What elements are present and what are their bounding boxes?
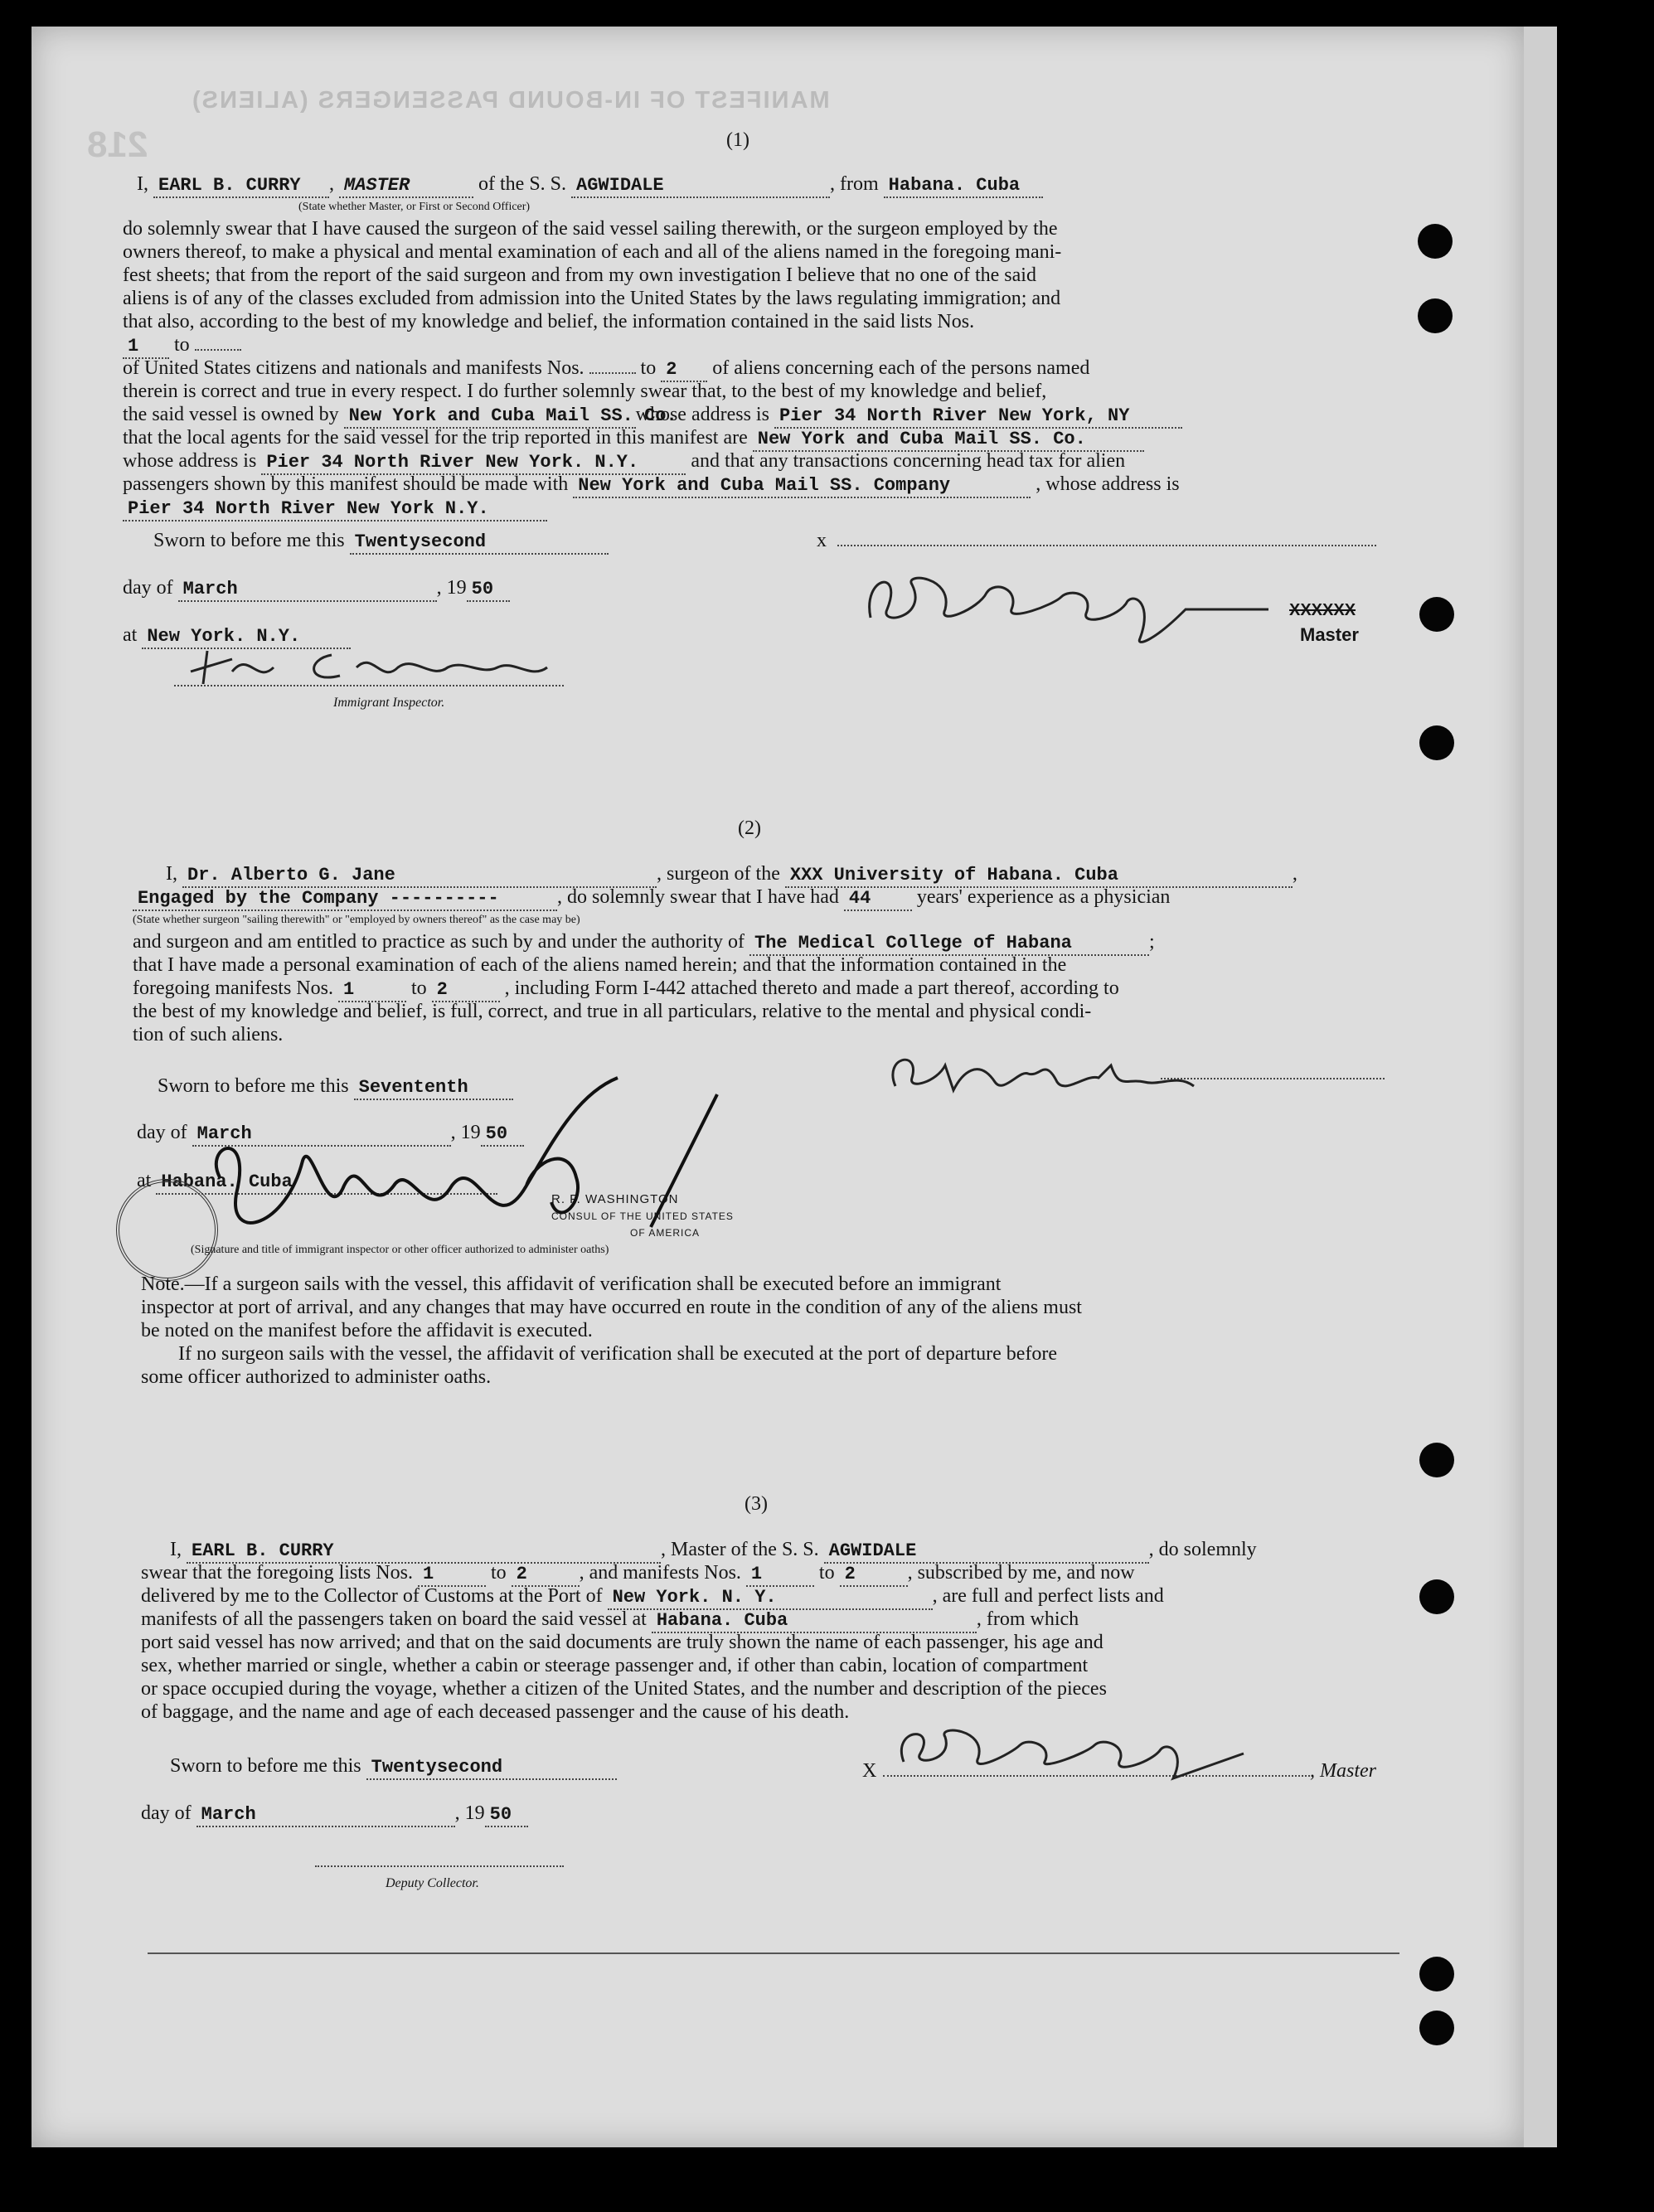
- collector-caption: Deputy Collector.: [386, 1876, 479, 1890]
- s3-line: sex, whether married or single, whether a cabin or steerage passenger and, if other than cabin, location of compartment: [141, 1655, 1089, 1676]
- note-line: Note.—If a surgeon sails with the vessel, this affidavit of verification shall be executed before an immigrant: [141, 1273, 1002, 1295]
- s2-sworn-day: Sevententh: [354, 1077, 513, 1100]
- s1-line: the said vessel is owned by New York and Cuba Mail SS. Co.whose address is Pier 34 North River New York, NY: [123, 403, 1182, 429]
- s1-line: fest sheets; that from the report of the said surgeon and from my own investigation I believe that no one of the said: [123, 264, 1036, 286]
- sworn-month: March: [178, 579, 437, 602]
- engaged-by: Engaged by the Company ----------: [133, 888, 557, 911]
- s3-list-to: 2: [512, 1564, 580, 1587]
- s2-line-1: I, Dr. Alberto G. Jane , surgeon of the XXX University of Habana. Cuba ,: [166, 862, 1297, 888]
- s3-master-name: EARL B. CURRY: [187, 1540, 661, 1564]
- s2-sworn-line: Sworn to before me this Sevententh: [158, 1074, 513, 1100]
- s1-line: owners thereof, to make a physical and mental examination of each and all of the aliens named in the foregoing mani-: [123, 241, 1062, 263]
- consul-country: OF AMERICA: [630, 1227, 701, 1239]
- surgeon-signature: [879, 1041, 1210, 1107]
- s3-day-of-line: day of March , 19 50: [141, 1802, 528, 1827]
- officer-rank: MASTER: [339, 175, 473, 198]
- section-number: (1): [726, 129, 749, 151]
- tax-payee-address: Pier 34 North River New York N.Y.: [123, 498, 547, 521]
- s3-man-from: 1: [746, 1564, 814, 1587]
- authority: The Medical College of Habana: [749, 933, 1149, 956]
- s1-line: aliens is of any of the classes excluded from admission into the United States by the laws regulating immigration; and: [123, 288, 1061, 309]
- punch-hole: [1419, 1579, 1454, 1614]
- punch-hole: [1419, 1443, 1454, 1477]
- tax-payee: New York and Cuba Mail SS. Company: [573, 475, 1031, 498]
- consul-name: R. F. WASHINGTON: [551, 1192, 679, 1206]
- departure-port: Habana. Cuba: [884, 175, 1043, 198]
- s2-line: the best of my knowledge and belief, is full, correct, and true in all particulars, relative to the mental and physical condi-: [133, 1001, 1092, 1022]
- s3-from-port: Habana. Cuba: [652, 1610, 977, 1633]
- inspector-line: [174, 685, 564, 686]
- s3-signature-x: X: [862, 1760, 877, 1782]
- s2-at-line: at Habana. Cuba: [137, 1169, 497, 1195]
- section-number: (2): [738, 817, 761, 839]
- s3-port: New York. N. Y.: [608, 1587, 933, 1610]
- s3-vessel: AGWIDALE: [824, 1540, 1149, 1564]
- punch-hole: [1419, 725, 1454, 760]
- s2-line: foregoing manifests Nos. 1 to 2 , including Form I-442 attached thereto and made a part thereof, according to: [133, 977, 1119, 1002]
- at-line: at New York. N.Y.: [123, 623, 351, 649]
- manifest-from: [589, 372, 636, 374]
- section-number: (3): [745, 1493, 768, 1515]
- s2-list-to: 2: [432, 979, 500, 1002]
- note-line: inspector at port of arrival, and any changes that may have occurred en route in the condition of any of the aliens must: [141, 1297, 1082, 1318]
- s3-month: March: [196, 1804, 455, 1827]
- s1-line: that the local agents for the said vessel for the trip reported in this manifest are New York and Cuba Mail SS. Co.: [123, 426, 1144, 452]
- master-signature: [854, 560, 1285, 651]
- engaged-caption: (State whether surgeon "sailing therewith" or "employed by owners thereof" as the case may be): [133, 914, 580, 926]
- s2-place: Habana. Cuba: [156, 1171, 497, 1195]
- s3-sworn-day: Twentysecond: [366, 1757, 617, 1780]
- note-line: be noted on the manifest before the affidavit is executed.: [141, 1320, 593, 1341]
- surgeon-name: Dr. Alberto G. Jane: [182, 865, 657, 888]
- s3-list-from: 1: [418, 1564, 486, 1587]
- s3-line: or space occupied during the voyage, whether a citizen of the United States, and the number and description of the pieces: [141, 1678, 1107, 1700]
- s3-master-title: , Master: [1310, 1760, 1376, 1782]
- s3-man-to: 2: [840, 1564, 908, 1587]
- signature-line: [837, 545, 1376, 546]
- sworn-year: 50: [467, 579, 510, 602]
- s3-line: delivered by me to the Collector of Customs at the Port of New York. N. Y. , are full and perfect lists and: [141, 1584, 1164, 1610]
- inspector-caption: Immigrant Inspector.: [333, 696, 445, 710]
- punch-hole: [1418, 224, 1453, 259]
- s3-line: manifests of all the passengers taken on board the said vessel at Habana. Cuba , from which: [141, 1608, 1079, 1633]
- s2-day-of-line: day of March , 19 50: [137, 1121, 524, 1147]
- note-line: If no surgeon sails with the vessel, the affidavit of verification shall be executed at the port of departure before: [178, 1343, 1058, 1365]
- s1-line-1: I, EARL B. CURRY , MASTER of the S. S. AGWIDALE , from Habana. Cuba: [137, 172, 1385, 198]
- s2-line-2: Engaged by the Company ---------- , do solemnly swear that I have had 44 years' experience as a physician: [133, 885, 1170, 911]
- s1-line: [123, 496, 547, 521]
- s3-line: of baggage, and the name and age of each deceased passenger and the cause of his death.: [141, 1701, 850, 1723]
- years-experience: 44: [844, 888, 912, 911]
- signature-x: x: [817, 530, 827, 551]
- s1-line: therein is correct and true in every respect. I do further solemnly swear that, to the best of my knowledge and belief,: [123, 381, 1047, 402]
- s2-year: 50: [481, 1123, 524, 1147]
- list-to: [195, 349, 241, 351]
- bottom-rule: [148, 1952, 1399, 1954]
- consul-title: CONSUL OF THE UNITED STATES: [551, 1210, 734, 1222]
- s1-line: do solemnly swear that I have caused the surgeon of the said vessel sailing therewith, or the surgeon employed by the: [123, 218, 1058, 240]
- s3-line: swear that the foregoing lists Nos. 1 to 2 , and manifests Nos. 1 to 2 , subscribed by me, and now: [141, 1561, 1135, 1587]
- day-of-line: day of March , 19 50: [123, 576, 510, 602]
- sworn-place: New York. N.Y.: [142, 626, 351, 649]
- sworn-line: Sworn to before me this Twentysecond: [153, 529, 609, 555]
- punch-hole: [1419, 1957, 1454, 1991]
- s1-line: that also, according to the best of my knowledge and belief, the information contained in the said lists Nos.: [123, 311, 975, 332]
- manifest-to: 2: [661, 359, 707, 382]
- owner-name: New York and Cuba Mail SS. Co.: [344, 405, 636, 429]
- master-title: Master: [1300, 624, 1359, 645]
- s2-month: March: [192, 1123, 451, 1147]
- s3-year: 50: [485, 1804, 528, 1827]
- s1-line: passengers shown by this manifest should be made with New York and Cuba Mail SS. Company , whose address is: [123, 473, 1180, 498]
- s1-line: whose address is Pier 34 North River New York. N.Y. and that any transactions concerning head tax for alien: [123, 449, 1125, 475]
- s3-line-1: I, EARL B. CURRY , Master of the S. S. AGWIDALE , do solemnly: [170, 1538, 1257, 1564]
- s3-master-signature: [887, 1716, 1252, 1783]
- s3-line: port said vessel has now arrived; and that on the said documents are truly shown the name of each passenger, his age and: [141, 1632, 1103, 1653]
- punch-hole: [1419, 2011, 1454, 2045]
- s2-line: that I have made a personal examination of each of the aliens named herein; and that the information contained in the: [133, 954, 1067, 976]
- bleed-through-number: 218: [87, 124, 148, 165]
- s2-line: tion of such aliens.: [133, 1024, 284, 1045]
- page-edge: [1524, 27, 1557, 2147]
- agents-address: Pier 34 North River New York. N.Y.: [261, 452, 686, 475]
- punch-hole: [1419, 597, 1454, 632]
- surgeon-sig-line: [1161, 1078, 1385, 1079]
- consul-caption: (Signature and title of immigrant inspector or other officer authorized to administer oaths): [191, 1244, 609, 1256]
- struck-title: XXXXXX: [1289, 601, 1356, 619]
- bleed-through-header: MANIFEST OF IN-BOUND PASSENGERS (ALIENS): [191, 87, 830, 114]
- vessel-name: AGWIDALE: [571, 175, 830, 198]
- master-name: EARL B. CURRY: [153, 175, 329, 198]
- surgeon-affiliation: XXX University of Habana. Cuba: [785, 865, 1293, 888]
- punch-hole: [1418, 298, 1453, 333]
- s2-line: and surgeon and am entitled to practice as such by and under the authority of The Medical College of Habana ;: [133, 930, 1155, 956]
- sworn-day: Twentysecond: [350, 531, 609, 555]
- s1-line: 1 to: [123, 333, 241, 359]
- collector-sig-line: [315, 1865, 564, 1867]
- local-agents: New York and Cuba Mail SS. Co.: [753, 429, 1144, 452]
- owner-address: Pier 34 North River New York, NY: [774, 405, 1182, 429]
- list-from: 1: [123, 336, 169, 359]
- s2-list-from: 1: [338, 979, 406, 1002]
- s3-sworn-line: Sworn to before me this Twentysecond: [170, 1754, 617, 1780]
- s1-line: of United States citizens and nationals and manifests Nos. to 2 of aliens concerning each of the persons named: [123, 357, 1089, 382]
- note-line: some officer authorized to administer oaths.: [141, 1366, 492, 1388]
- rank-caption: (State whether Master, or First or Second Officer): [298, 201, 531, 213]
